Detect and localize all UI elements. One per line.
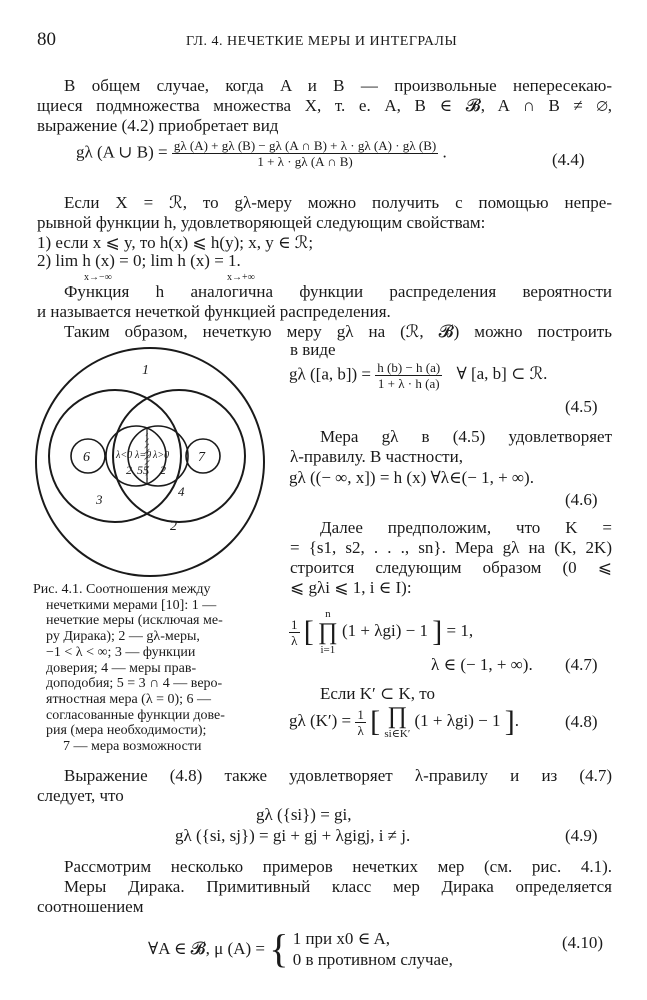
- eq410-brace: {: [269, 926, 289, 971]
- eq410-number: (4.10): [562, 933, 604, 952]
- paragraph-3-line-2: и называется нечеткой функцией распределения.: [37, 302, 391, 321]
- eq45-numerator: h (b) − h (a): [377, 360, 441, 375]
- paragraph-1-line-3: выражение (4.2) приобретает вид: [37, 116, 279, 135]
- para8-line-2-text: Меры Дирака. Примитивный класс мер Дирака определяется: [64, 877, 612, 896]
- eq45-rhs: ∀ [a, b] ⊂ ℛ.: [456, 364, 548, 384]
- eq48-body: (1 + λgi) − 1: [414, 710, 501, 730]
- eq47-body: (1 + λgi) − 1: [342, 620, 428, 640]
- eq410-case-2: 0 в противном случае,: [292, 950, 453, 969]
- caption-line: −1 < λ < ∞; 3 — функции: [46, 644, 196, 660]
- eq44-denominator: 1 + λ · gλ (A ∩ B): [257, 154, 353, 169]
- figure-label-2-right: 2: [160, 463, 166, 477]
- caption-line: ру Дирака); 2 — gλ-меры,: [46, 629, 200, 645]
- eq47-prod-bottom: i=1: [320, 644, 336, 656]
- outer-circle: [36, 348, 264, 576]
- product-symbol: ∏: [387, 703, 408, 729]
- equation-4-10: [148, 928, 453, 970]
- figure-4-1: [22, 344, 278, 580]
- paragraph-1-line-1: В общем случае, когда A и B — произвольные непересекаю-: [64, 76, 612, 95]
- eq410-lhs: ∀A ∈ 𝓑, μ (A) =: [148, 939, 265, 958]
- equation-4-5: [289, 360, 547, 391]
- paragraph-4-line-2: λ-правилу. В частности,: [290, 447, 463, 466]
- paragraph-5-line-1: Далее предположим, что K =: [320, 518, 612, 537]
- eq45-number: (4.5): [565, 397, 598, 416]
- paragraph-2-line-2: рывной функции h, удовлетворяющей следующим свойствам:: [37, 213, 486, 232]
- eq49-number: (4.9): [565, 826, 598, 845]
- limit-sub-1: x→−∞: [84, 272, 112, 283]
- eq47-frac-den: λ: [291, 632, 298, 648]
- eq45-fraction: [375, 360, 442, 391]
- caption-line: Рис. 4.1. Соотношения между: [33, 582, 211, 597]
- eq47-number: (4.7): [565, 655, 598, 674]
- caption-line: 7 — мера возможности: [63, 739, 202, 755]
- eq45-lhs: gλ ([a, b]) =: [289, 364, 372, 384]
- eq48-frac-num: 1: [357, 706, 364, 722]
- equation-4-6: gλ ((− ∞, x]) = h (x) ∀λ∈(− 1, + ∞).: [289, 468, 534, 487]
- caption-line: доверия; 4 — меры прав-: [46, 660, 197, 676]
- paragraph-8-line-1: Рассмотрим несколько примеров нечетких мер (см. рис. 4.1).: [64, 857, 612, 876]
- paragraph-3-line-1: Функция h аналогична функции распределения вероятности: [64, 282, 612, 301]
- equation-4-4: gλ (A ∪ B) = $\frac{g\lambda (A) + g\lambda (B) - g\lambda (A \cap B) + \lambda \cdot g\lambda (A) \cdot g\lambda (B)}{1 + \lambda \cdot g\lambda (A \cap B)}$ .: [76, 138, 447, 169]
- caption-line: нечеткие меры (исключая ме-: [46, 613, 223, 629]
- figure-label-5-center: 5: [137, 463, 143, 477]
- eq48-lhs: gλ (K′) =: [289, 710, 352, 730]
- figure-label-lambda-pos: λ>0: [153, 450, 170, 461]
- figure-label-lambda-neg: λ<0: [116, 450, 133, 461]
- paragraph-5-line-2: = {s1, s2, . . ., sn}. Мера gλ на (K, 2K): [290, 538, 612, 557]
- equation-4-8: gλ (K′) = $\frac{1}{\lambda}$ [ ∏ si∈K′ (1 + λgi) − 1 ].: [289, 703, 519, 740]
- eq48-frac-den: λ: [357, 722, 364, 738]
- paragraph-7-line-1: Выражение (4.8) также удовлетворяет λ-правилу и из (4.7): [64, 766, 612, 785]
- eq47-prefactor: [289, 617, 300, 648]
- figure-label-6: 6: [83, 450, 90, 465]
- figure-label-1: 1: [142, 363, 149, 378]
- right-circle: [113, 390, 245, 522]
- eq48-bracket-close: ]: [504, 705, 515, 738]
- figure-label-2-left: 2: [126, 463, 132, 477]
- eq47-rhs: = 1,: [446, 620, 474, 640]
- caption-line: доподобия; 5 = 3 ∩ 4 — веро-: [46, 676, 223, 692]
- figure-label-7: 7: [198, 450, 205, 465]
- caption-line: ятностная мера (λ = 0); 6 —: [46, 691, 212, 707]
- figure-label-lambda-zero: λ=0: [135, 450, 152, 461]
- page-number: 80: [37, 29, 56, 50]
- eq47-bracket-close: ]: [432, 615, 443, 648]
- eq47-prod-top: n: [325, 608, 331, 620]
- figure-label-3: 3: [96, 492, 103, 507]
- eq48-prod-bottom: si∈K′: [384, 728, 411, 740]
- eq47-condition: λ ∈ (− 1, + ∞).: [431, 655, 533, 674]
- paragraph-1-line-2: щиеся подмножества множества X, т. е. A, B ∈ 𝓑, A ∩ B ≠ ∅,: [37, 96, 612, 115]
- eq48-number: (4.8): [565, 712, 598, 731]
- eq44-numerator: gλ (A) + gλ (B) − gλ (A ∩ B) + λ · gλ (A) · gλ (B): [173, 138, 437, 153]
- paragraph-5-line-3: строится следующим образом (0 ⩽: [290, 558, 612, 577]
- running-title: ГЛ. 4. НЕЧЕТКИЕ МЕРЫ И ИНТЕГРАЛЫ: [186, 34, 458, 49]
- figure-label-4: 4: [178, 484, 185, 499]
- product-symbol: ∏: [318, 619, 338, 645]
- paragraph-5-line-4: ⩽ gλi ⩽ 1, i ∈ I):: [290, 578, 412, 597]
- property-2: 2) lim h (x) = 0; lim h (x) = 1.: [37, 251, 241, 270]
- paragraph-8-line-3: соотношением: [37, 897, 144, 916]
- limit-sub-2: x→+∞: [227, 272, 255, 283]
- eq45-denominator: 1 + λ · h (a): [377, 376, 440, 391]
- eq46-number: (4.6): [565, 490, 598, 509]
- caption-line: рия (мера необходимости);: [46, 723, 207, 739]
- paragraph-2-line-1: Если X = ℛ, то gλ-меру можно получить с помощью непре-: [64, 193, 612, 212]
- eq48-bracket-open: [: [370, 705, 381, 738]
- eq44-fraction: [172, 138, 438, 169]
- eq410-case-1: 1 при x0 ∈ A,: [292, 929, 391, 948]
- paragraph-8-line-2: [64, 877, 612, 897]
- caption-line: согласованные функции дове-: [46, 707, 225, 723]
- paragraph-3-line-4: в виде: [290, 340, 336, 359]
- paragraph-7-line-2: следует, что: [37, 786, 124, 805]
- eq44-lhs: gλ (A ∪ B) =: [76, 142, 168, 162]
- paragraph-6: Если K′ ⊂ K, то: [320, 684, 435, 703]
- paragraph-4-line-1: Мера gλ в (4.5) удовлетворяет: [320, 427, 612, 446]
- figure-label-5: 5: [143, 463, 149, 477]
- eq47-frac-num: 1: [291, 616, 298, 632]
- figure-caption: [33, 582, 275, 755]
- equation-4-7: [289, 608, 473, 656]
- figure-label-2: 2: [170, 519, 177, 534]
- paragraph-3-line-3: Таким образом, нечеткую меру gλ на (ℛ, 𝓑) можно построить: [64, 322, 612, 341]
- property-1: 1) если x ⩽ y, то h(x) ⩽ h(y); x, y ∈ ℛ;: [37, 233, 314, 252]
- caption-line: нечеткими мерами [10]: 1 —: [46, 597, 217, 613]
- eq49-line-2: gλ ({si, sj}) = gi + gj + λgigj, i ≠ j.: [175, 826, 411, 845]
- eq49-line-1: gλ ({si}) = gi,: [256, 805, 352, 824]
- eq47-bracket-open: [: [303, 615, 314, 648]
- eq44-number: (4.4): [552, 150, 585, 169]
- eq48-prefactor: [355, 707, 366, 738]
